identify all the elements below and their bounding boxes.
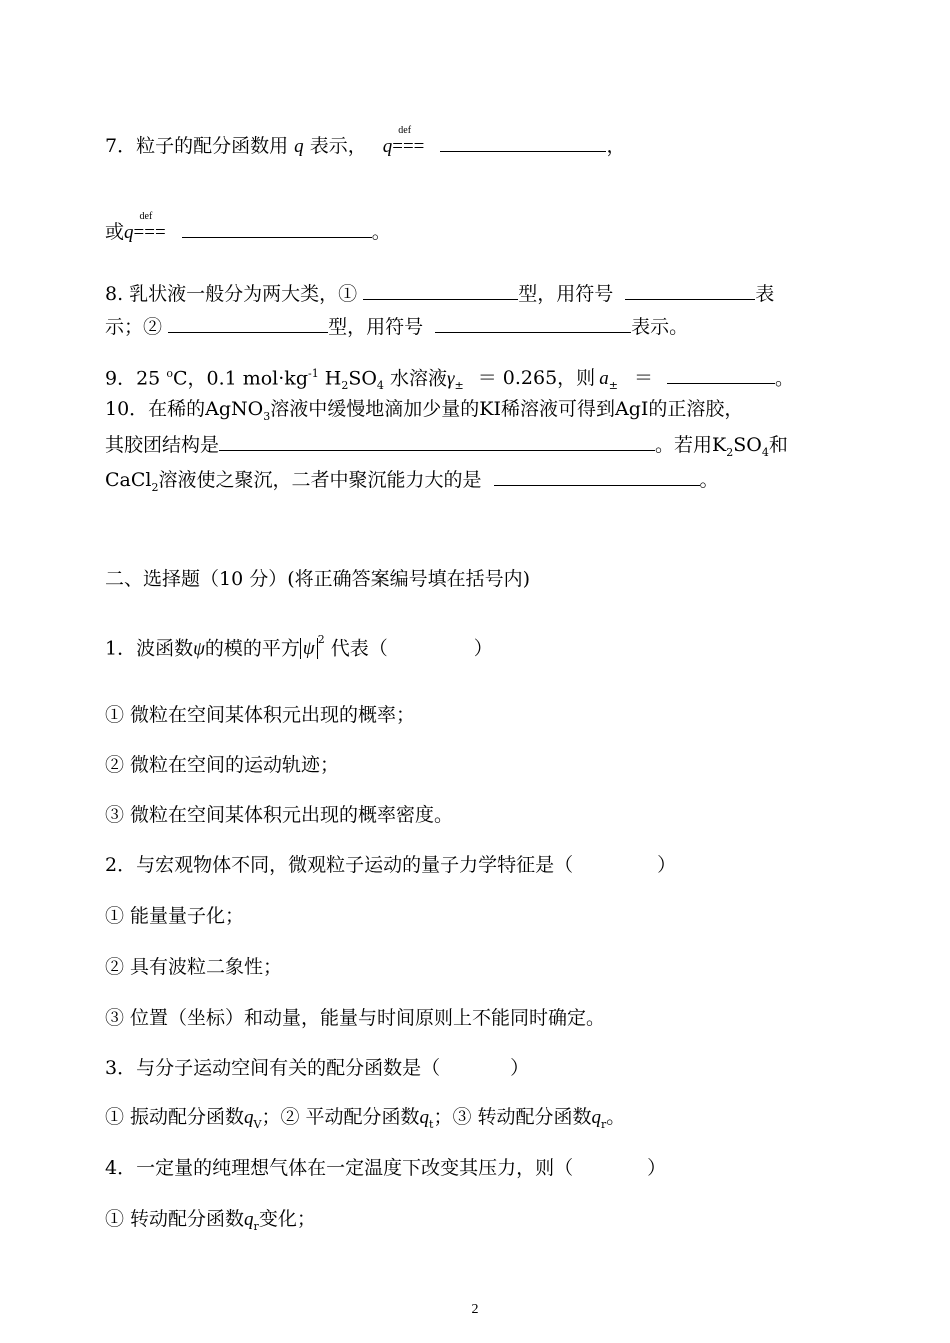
q8-text4: 示；②: [105, 316, 163, 338]
mc1-opt1: ① 微粒在空间某体积元出现的概率；: [105, 704, 416, 726]
q9-sub2: 2: [341, 379, 349, 393]
mc4-opt1-end: 变化；: [258, 1208, 316, 1230]
q8-blank3[interactable]: [168, 312, 328, 333]
q-symbol-t: q: [419, 1107, 430, 1128]
q10-sub4: 4: [761, 445, 769, 459]
q9-h: H: [324, 367, 342, 390]
mc1-text2: 的模的平方: [204, 637, 300, 660]
mc1-question: [105, 631, 493, 662]
q10-line3: [105, 465, 719, 501]
q9-text3: 水溶液: [389, 367, 447, 390]
q10-sub3: 3: [263, 409, 271, 423]
eq-sign: ===: [392, 136, 425, 157]
mc2-opt1: ① 能量量子化；: [105, 905, 245, 927]
psi-abs: [300, 638, 318, 659]
mc1-square: 2: [317, 633, 325, 646]
q10-line1: [105, 396, 743, 430]
q10-text3: 其胶团结构是: [105, 434, 220, 456]
psi-symbol: ψ: [193, 638, 205, 660]
q7-q-symbol2: q: [382, 136, 393, 157]
q-symbol-r: q: [591, 1107, 602, 1128]
q10-text2: 溶液中缓慢地滴加少量的KI稀溶液可得到AgI的正溶胶，: [270, 398, 744, 420]
q9-degree: o: [166, 367, 173, 380]
eq-sign-2: ===: [133, 222, 166, 243]
q10-sub2: 2: [726, 445, 734, 459]
q10-sub-cl: 2: [151, 480, 159, 494]
q7-q-symbol3: q: [124, 222, 134, 243]
q10-line2: [105, 430, 788, 466]
def-equals-2: [133, 211, 166, 246]
mc3-opt-b: ；② 平动配分函数: [261, 1106, 420, 1128]
q8-text6: 表示。: [631, 316, 689, 338]
mc3-sub-r: r: [601, 1117, 607, 1131]
q7-comma: ，: [606, 135, 626, 157]
q9-blank[interactable]: [667, 363, 775, 384]
mc2-close: ）: [657, 854, 677, 876]
q-symbol-v: q: [244, 1107, 254, 1128]
gamma-symbol: γ: [446, 368, 455, 390]
q7-text2: 表示，: [309, 135, 367, 157]
q9-text4: ＝ 0.265，则: [477, 367, 596, 390]
mc4-question: [105, 1155, 666, 1181]
q10-blank1[interactable]: [219, 430, 655, 451]
q7-blank2[interactable]: [182, 217, 372, 238]
mc2-opt3: ③ 位置（坐标）和动量，能量与时间原则上不能同时确定。: [105, 1007, 606, 1029]
def-label-2: def: [139, 211, 153, 222]
mc4-close: ）: [647, 1157, 667, 1179]
q7-line1: [105, 125, 626, 160]
def-label: def: [398, 125, 412, 136]
mc3-sub-v: V: [253, 1117, 262, 1131]
q10-cacl: CaCl: [105, 469, 152, 491]
mc1-text1: 1．波函数: [105, 637, 194, 660]
mc1-opt2: ② 微粒在空间的运动轨迹；: [105, 754, 340, 776]
section2-title: 二、选择题（10 分）(将正确答案编号填在括号内): [105, 568, 531, 590]
q8-blank2[interactable]: [625, 279, 755, 300]
q9-text2: C，0.1 mol·kg: [172, 367, 308, 390]
q10-and: 和: [768, 434, 788, 456]
q10-text4: 。若用K: [655, 434, 727, 456]
q10-so: SO: [733, 434, 762, 456]
q9-sub4: 4: [376, 379, 384, 393]
q7-blank1[interactable]: [440, 131, 606, 152]
q8-blank4[interactable]: [435, 312, 631, 333]
q10-text1: 10．在稀的AgNO: [105, 398, 264, 420]
q9-so: SO: [348, 367, 377, 390]
q10-text5: 溶液使之聚沉，二者中聚沉能力大的是: [158, 469, 482, 491]
q7-line2: [105, 211, 391, 246]
mc2-opt2: ② 具有波粒二象性；: [105, 956, 283, 978]
q8-text2: 型，用符号: [518, 283, 614, 305]
mc1-text3: 代表（: [330, 637, 388, 660]
mc1-close: ）: [473, 637, 493, 660]
q9-pm: ±: [454, 379, 464, 393]
mc2-question: [105, 852, 676, 878]
a-symbol: a: [599, 368, 609, 390]
mc2-text: 2．与宏观物体不同，微观粒子运动的量子力学特征是（: [105, 854, 574, 876]
def-equals: [392, 125, 425, 160]
mc4-sub-r: r: [253, 1219, 259, 1233]
mc4-text: 4．一定量的纯理想气体在一定温度下改变其压力，则（: [105, 1157, 574, 1179]
mc3-opt-c: ；③ 转动配分函数: [433, 1106, 592, 1128]
q10-period: 。: [699, 469, 719, 491]
mc3-end: 。: [606, 1106, 626, 1128]
mc4-opt1-text: ① 转动配分函数: [105, 1208, 245, 1230]
q7-period: 。: [371, 221, 391, 243]
mc3-sub-t: t: [429, 1117, 434, 1131]
q9-line: [105, 361, 794, 399]
q8-blank1[interactable]: [363, 279, 518, 300]
q7-q-symbol: q: [294, 136, 304, 157]
mc3-opt-a: ① 振动配分函数: [105, 1106, 245, 1128]
mc1-opt3: ③ 微粒在空间某体积元出现的概率密度。: [105, 804, 454, 826]
q9-eq: ＝: [633, 367, 653, 390]
mc3-close: ）: [510, 1057, 530, 1079]
q8-text3: 表: [755, 283, 775, 305]
mc3-text: 3．与分子运动空间有关的配分函数是（: [105, 1057, 441, 1079]
mc3-options: [105, 1104, 625, 1138]
q7-or: 或: [105, 221, 125, 243]
q8-text5: 型，用符号: [328, 316, 424, 338]
mc4-opt1: [105, 1206, 316, 1240]
page-number: 2: [471, 1302, 479, 1317]
q9-exp: -1: [307, 367, 319, 380]
q9-pm2: ±: [608, 379, 618, 393]
q7-text: 7．粒子的配分函数用: [105, 135, 289, 157]
q-symbol-r2: q: [244, 1209, 254, 1230]
psi-symbol2: ψ: [302, 638, 315, 660]
q9-text1: 9．25: [105, 367, 161, 390]
q9-period: 。: [775, 367, 795, 390]
q8-line2: [105, 312, 688, 340]
q10-blank2[interactable]: [494, 465, 700, 486]
q8-line1: [105, 279, 774, 307]
q8-text1: 8. 乳状液一般分为两大类，①: [105, 283, 358, 305]
mc3-question: [105, 1055, 529, 1081]
